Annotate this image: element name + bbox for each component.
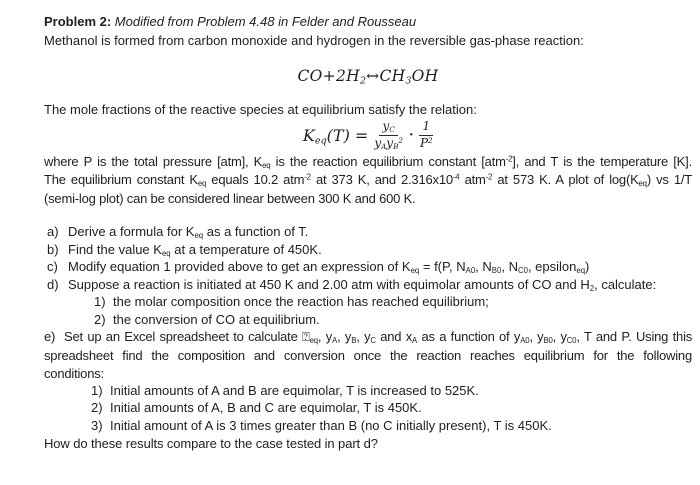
subtask-text: the molar composition once the reaction has reached equilibrium; [113,294,489,309]
problem-number: Problem 2: [44,14,112,29]
task-text: Find the value $K_{eq}$ at a temperature of 450K. [68,241,322,258]
fraction-numerator: $y_C$ [379,120,397,136]
intro-text: Methanol is formed from carbon monoxide and hydrogen in the reversible gas-phase reaction: [44,32,584,48]
closing-question: How do these results compare to the case tested in part d? [44,436,378,451]
task-item-b [47,241,692,259]
task-text: Modify equation 1 provided above to get an expression of $K_{eq} = f(P$, $N_{A0}$, $N_{B0}$, $N_{C0}$, epsilon$_{eq}$) [68,259,590,276]
condition-item-2 [44,399,692,417]
task-text: Suppose a reaction is initiated at 450 K and 2.00 atm with equimolar amounts of CO and $H_2$, calculate: [68,276,657,293]
condition-text: Initial amounts of A, B and C are equimolar, T is 450K. [110,400,422,415]
text-line: conditions: [44,366,104,381]
task-marker: a) [47,224,59,239]
task-marker: c) [47,259,58,274]
task-marker: d) [47,276,59,292]
fraction-numerator: 1 [419,120,433,136]
task-list [44,223,692,328]
subtask-item-d1 [47,293,692,311]
subtask-item-d2 [47,311,692,329]
task-marker: b) [47,241,59,257]
fraction-denominator: $y_Ay_B^2$ [374,136,403,152]
text-line: where P is the total pressure [atm], $K_{eq}$ is the reaction equilibrium constant [atm$^{-2}$], and T is the temperature [K]. [44,153,692,170]
mole-fraction-term [374,120,403,151]
fraction-denominator: $P^2$ [419,136,433,150]
text-line: spreadsheet find the composition and conversion once the reaction reaches equilibrium for the following [44,347,692,363]
condition-text: Initial amounts of A and B are equimolar, T is increased to 525K. [110,382,479,398]
condition-item-1 [44,382,692,400]
keq-equation [44,121,692,151]
task-item-c [47,258,692,276]
text-line: e) Set up an Excel spreadsheet to calculate $⍰_{eq}$, $y_A$, $y_B$, $y_C$ and $x_A$ as a function of $y_{A0}$, $y_{B0}$, $y_{C0}$, T and P. Using this [44,329,693,346]
condition-marker: 2) [91,400,103,415]
task-item-a [47,223,692,241]
subtask-text: the conversion of CO at equilibrium. [113,311,320,327]
condition-marker: 3) [91,417,103,433]
reaction-equation: $CO+2H_2\leftrightarrow CH_3OH$ [297,67,439,87]
condition-marker: 1) [91,382,103,398]
problem-source: Modified from Problem 4.48 in Felder and Rousseau [111,14,417,29]
relation-intro: The mole fractions of the reactive species at equilibrium satisfy the relation: [44,102,477,117]
problem-title [44,13,692,32]
subtask-marker: 1) [94,294,106,309]
keq-lhs: $K_{eq}(T)$ = [302,126,369,147]
text-line: (semi-log plot) can be considered linear between 300 K and 600 K. [44,190,416,206]
dot-operator: · [408,128,414,143]
task-item-d [47,276,692,294]
task-e-paragraph [44,328,692,384]
keq-description-paragraph [44,153,692,209]
task-text: Derive a formula for $K_{eq}$ as a function of T. [68,224,309,241]
condition-text: Initial amount of A is 3 times greater than B (no C initially present), T is 450K. [110,417,552,433]
condition-item-3 [44,417,692,435]
condition-list [44,382,692,435]
subtask-marker: 2) [94,311,106,327]
text-line: The equilibrium constant $K_{eq}$ equals 10.2 atm$^{-2}$ at 373 K, and $2.316x10^{-4}$ atm$^{-2}$ at 573 K. A plot of $\log(K_{eq})$ vs 1/T [44,172,693,189]
pressure-term [419,120,433,151]
